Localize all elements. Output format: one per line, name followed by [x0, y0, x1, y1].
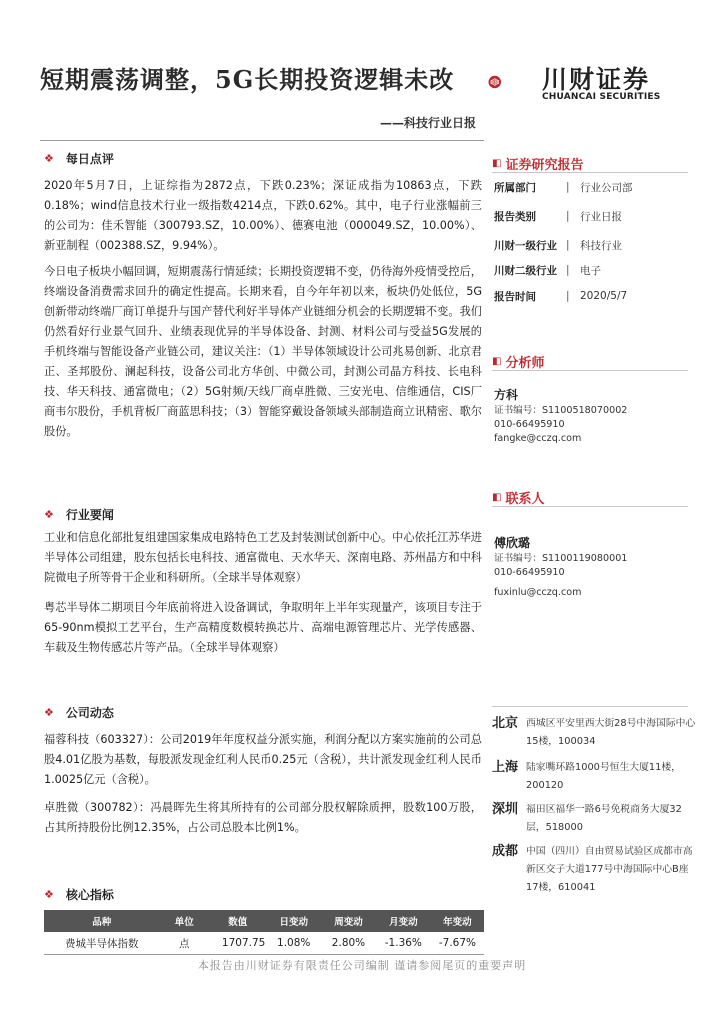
- office-address-shanghai: 陆家嘴环路1000号恒生大厦11楼，200120: [526, 762, 681, 791]
- cell-day-change: 1.08%: [277, 937, 311, 949]
- info-row-department: 所属部门 | 行业公司部: [494, 181, 633, 194]
- sidebar-heading-analyst: ◧ 分析师: [492, 356, 545, 371]
- header-divider: [40, 140, 484, 141]
- cell-value: 1707.75: [221, 937, 266, 949]
- paragraph: 粤芯半导体二期项目今年底前将进入设备调试，争取明年上半年实现量产，该项目专注于65-90nm模拟工艺平台，生产高精度数模转换芯片、高端电源管理芯片、光学传感器、车载及生物传感芯片等产品。（全球半导体观察）: [44, 601, 482, 654]
- company-news: [44, 730, 482, 838]
- office-address-beijing: 西城区平安里西大街28号中海国际中心15楼，100034: [526, 718, 696, 747]
- red-square-bullet-icon: ◧: [492, 356, 502, 367]
- cell-unit: 点: [179, 937, 190, 950]
- office-address-shenzhen: 福田区福华一路6号免税商务大厦32层，518000: [526, 804, 682, 833]
- report-subtitle: ——科技行业日报: [380, 116, 477, 130]
- paragraph: 2020年5月7日，上证综指为2872点，下跌0.23%；深证成指为10863点，下跌0.18%；wind信息技术行业一级指数4214点，下跌0.62%。其中，电子行业涨幅前三的公司为：佳禾智能（300793.SZ，10.00%）、德赛电池（000049.SZ，10.00%）、新亚制程（002388.SZ，9.94%）。: [44, 179, 482, 252]
- sidebar-divider: [492, 370, 688, 371]
- info-row-category: 报告类别 | 行业日报: [494, 210, 622, 223]
- paragraph: 福蓉科技（603327）：公司2019年年度权益分派实施，利润分配以方案实施前的公司总股4.01亿股为基数，每股派发现金红利人民币0.25元（含税），共计派发现金红利人民币1.0025亿元（含税）。: [44, 733, 482, 786]
- column-header: 单位: [159, 910, 209, 932]
- info-row-industry-l2: 川财二级行业 | 电子: [494, 264, 601, 277]
- analyst-name: 方科: [494, 388, 519, 402]
- sidebar-divider: [492, 172, 688, 173]
- section-heading-company: ❖ 公司动态: [44, 706, 114, 720]
- paragraph: 卓胜微（300782）：冯晨晖先生将其所持有的公司部分股权解除质押，股数100万股，占其所持股份比例12.35%，占公司总股本比例1%。: [44, 801, 482, 834]
- column-header: 品种: [44, 910, 159, 932]
- office-city-shanghai: 上海: [492, 760, 519, 775]
- info-row-date: 报告时间 | 2020/5/7: [494, 290, 628, 303]
- office-address-chengdu: 中国（四川）自由贸易试验区成都市高新区交子大道177号中海国际中心B座17楼，610041: [526, 846, 693, 893]
- chuancai-logo-icon: [488, 56, 540, 108]
- office-city-shenzhen: 深圳: [492, 802, 519, 817]
- red-square-bullet-icon: ◧: [492, 492, 502, 503]
- column-header: 年变动: [431, 910, 484, 932]
- analyst-cert: 证书编号：S1100518070002: [494, 405, 628, 416]
- contact-phone: 010-66495910: [494, 567, 565, 578]
- diamond-bullet-icon: ❖: [44, 888, 54, 901]
- diamond-bullet-icon: ❖: [44, 152, 54, 165]
- footer-disclaimer: 本报告由川财证券有限责任公司编制 谨请参阅尾页的重要声明: [197, 959, 527, 972]
- diamond-bullet-icon: ❖: [44, 508, 54, 521]
- paragraph: 今日电子板块小幅回调，短期震荡行情延续；长期投资逻辑不变，仍待海外疫情受控后，终端设备消费需求回升的确定性提高。长期来看，自今年年初以来，板块仍处低位，5G创新带动终端厂商订单提升与国产替代利好半导体产业链细分机会的长期逻辑不变。我们仍然看好行业景气回升、业绩表现优异的半导体设备、封测、材料公司与受益5G发展的手机终端与智能设备产业链公司，建议关注：（1）半导体领域设计公司兆易创新、北京君正、圣邦股份、澜起科技，设备公司北方华创、中微公司，封测公司晶方科技、长电科技、华天科技、通富微电；（2）5G射频/天线厂商卓胜微、三安光电、信维通信，CIS厂商韦尔股份，手机背板厂商蓝思科技；（3）智能穿戴设备领域头部制造商立讯精密、歌尔股份。: [44, 265, 482, 438]
- analyst-phone: 010-66495910: [494, 419, 565, 430]
- red-square-bullet-icon: ◧: [492, 158, 502, 169]
- industry-news: [44, 528, 482, 658]
- cell-name: 费城半导体指数: [64, 937, 139, 950]
- sidebar-divider: [492, 506, 688, 507]
- office-city-chengdu: 成都: [492, 844, 519, 859]
- analyst-details: [494, 404, 627, 446]
- contact-details: [494, 552, 627, 600]
- daily-commentary: [44, 176, 482, 442]
- section-heading-indicators: ❖ 核心指标: [44, 888, 114, 902]
- contact-cert: 证书编号：S1100119080001: [494, 553, 628, 564]
- section-heading-industry: ❖ 行业要闻: [44, 508, 114, 522]
- sidebar-divider: [492, 706, 688, 707]
- info-row-industry-l1: 川财一级行业 | 科技行业: [494, 239, 622, 252]
- contact-name: 傅欣璐: [494, 536, 531, 550]
- contact-email[interactable]: fuxinlu@cczq.com: [494, 587, 582, 598]
- cell-year-change: -7.67%: [438, 937, 476, 949]
- cell-month-change: -1.36%: [384, 937, 422, 949]
- paragraph: 工业和信息化部批复组建国家集成电路特色工艺及封装测试创新中心。中心依托江苏华进半导体公司组建，股东包括长电科技、通富微电、天水华天、深南电路、苏州晶方和中科院微电子所等骨干企业和科研所。（全球半导体观察）: [44, 531, 482, 584]
- column-header: 数值: [209, 910, 266, 932]
- column-header: 日变动: [266, 910, 321, 932]
- section-heading-daily: ❖ 每日点评: [44, 152, 114, 166]
- report-title: 短期震荡调整，5G长期投资逻辑未改: [40, 65, 455, 94]
- sidebar-heading-contact: ◧ 联系人: [492, 492, 545, 507]
- analyst-email[interactable]: fangke@cczq.com: [494, 433, 582, 444]
- column-header: 月变动: [376, 910, 431, 932]
- brand-name-en: CHUANCAI SECURITIES: [542, 92, 661, 102]
- table-row: [44, 932, 484, 955]
- brand-name-cn: 川财证券: [542, 65, 651, 94]
- diamond-bullet-icon: ❖: [44, 706, 54, 719]
- cell-week-change: 2.80%: [331, 937, 366, 949]
- office-city-beijing: 北京: [492, 716, 519, 731]
- column-header: 周变动: [321, 910, 376, 932]
- table-header-row: [44, 910, 484, 932]
- sidebar-heading-report: ◧ 证券研究报告: [492, 158, 584, 173]
- indicators-table: [44, 910, 484, 955]
